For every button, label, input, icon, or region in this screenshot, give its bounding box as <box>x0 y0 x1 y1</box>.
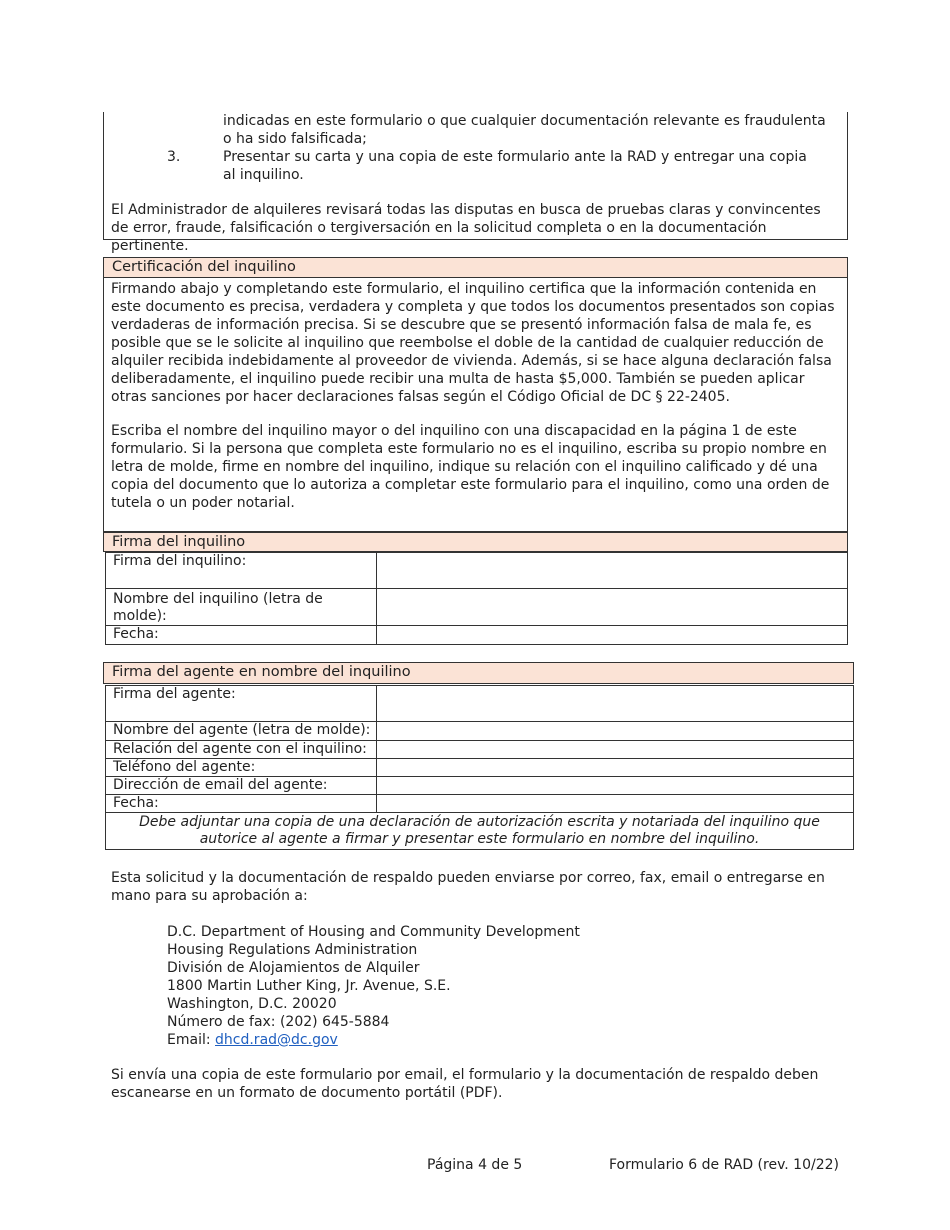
table-row <box>106 686 854 722</box>
page-number: Página 4 de 5 <box>427 1157 523 1173</box>
tenant-date-label: Fecha: <box>106 626 377 645</box>
pdf-note: Si envía una copia de este formulario por email, el formulario y la documentación de respaldo deben escanearse en un formato de documento portátil (PDF). <box>111 1067 819 1101</box>
certification-paragraph-1: Firmando abajo y completando este formulario, el inquilino certifica que la información contenida en este documento es precisa, verdadera y completa y que todos los documentos presentados son copias verdaderas de información precisa. Si se descubre que se presentó información falsa de mala fe, es posible que se le solicite al inquilino que reembolse el doble de la cantidad de cualquier reducción de alquiler recibida indebidamente al proveedor de vivienda. Además, si se hace alguna declaración falsa deliberadamente, el inquilino puede recibir una multa de hasta $5,000. También se pueden aplicar otras sanciones por hacer declaraciones falsas según el Código Oficial de DC § 22-2405. <box>111 281 835 405</box>
tenant-name-field[interactable] <box>377 589 848 626</box>
table-row <box>106 759 854 777</box>
agent-date-label: Fecha: <box>106 795 377 813</box>
table-row <box>106 813 854 850</box>
certification-header: Certificación del inquilino <box>103 257 848 278</box>
email-link[interactable]: dhcd.rad@dc.gov <box>215 1032 338 1048</box>
agent-signature-field[interactable] <box>377 686 854 722</box>
authorization-note: Debe adjuntar una copia de una declaración de autorización escrita y notariada del inquilino que autorice al agente a firmar y presentar este formulario en nombre del inquilino. <box>106 813 854 850</box>
table-row <box>106 795 854 813</box>
list-item-2-continued: indicadas en este formulario o que cualquier documentación relevante es fraudulenta o ha sido falsificada; <box>223 113 826 147</box>
list-item-3: Presentar su carta y una copia de este formulario ante la RAD y entregar una copia al inquilino. <box>223 149 807 183</box>
agent-signature-table <box>105 685 854 850</box>
agent-email-label: Dirección de email del agente: <box>106 777 377 795</box>
review-paragraph: El Administrador de alquileres revisará todas las disputas en busca de pruebas claras y convincentes de error, fraude, falsificación o tergiversación en la solicitud completa o en la documentación pertinente. <box>111 202 821 254</box>
address-line: Washington, D.C. 20020 <box>167 996 337 1012</box>
agent-email-field[interactable] <box>377 777 854 795</box>
list-item-3-number: 3. <box>167 149 181 165</box>
agent-signature-header: Firma del agente en nombre del inquilino <box>103 662 854 684</box>
agent-signature-label: Firma del agente: <box>106 686 377 722</box>
certification-paragraph-2: Escriba el nombre del inquilino mayor o del inquilino con una discapacidad en la página 1 de este formulario. Si la persona que completa este formulario no es el inquilino, escriba su propio nombre en letra de molde, firme en nombre del inquilino, indique su relación con el inquilino calificado y dé una copia del documento que lo autoriza a completar este formulario para el inquilino, como una orden de tutela o un poder notarial. <box>111 423 830 511</box>
mailing-address <box>167 923 727 1049</box>
address-line: División de Alojamientos de Alquiler <box>167 960 420 976</box>
submission-intro: Esta solicitud y la documentación de respaldo pueden enviarse por correo, fax, email o entregarse en mano para su aprobación a: <box>111 870 825 904</box>
table-row <box>106 722 854 741</box>
agent-name-label: Nombre del agente (letra de molde): <box>106 722 377 741</box>
tenant-signature-header: Firma del inquilino <box>103 532 848 552</box>
tenant-signature-label: Firma del inquilino: <box>106 553 377 589</box>
agent-phone-label: Teléfono del agente: <box>106 759 377 777</box>
tenant-date-field[interactable] <box>377 626 848 645</box>
fax-line: Número de fax: (202) 645-5884 <box>167 1014 390 1030</box>
table-row <box>106 741 854 759</box>
agent-name-field[interactable] <box>377 722 854 741</box>
email-line <box>167 1031 727 1049</box>
tenant-signature-field[interactable] <box>377 553 848 589</box>
tenant-signature-table <box>105 552 848 645</box>
table-row <box>106 553 848 589</box>
agent-relation-label: Relación del agente con el inquilino: <box>106 741 377 759</box>
table-row <box>106 589 848 626</box>
agent-phone-field[interactable] <box>377 759 854 777</box>
agent-relation-field[interactable] <box>377 741 854 759</box>
address-line: D.C. Department of Housing and Community Development <box>167 924 580 940</box>
table-row <box>106 777 854 795</box>
address-line: 1800 Martin Luther King, Jr. Avenue, S.E. <box>167 978 451 994</box>
table-row <box>106 626 848 645</box>
email-label: Email: <box>167 1032 216 1048</box>
address-line: Housing Regulations Administration <box>167 942 418 958</box>
tenant-name-label: Nombre del inquilino (letra de molde): <box>106 589 377 626</box>
agent-date-field[interactable] <box>377 795 854 813</box>
form-id: Formulario 6 de RAD (rev. 10/22) <box>609 1157 839 1173</box>
